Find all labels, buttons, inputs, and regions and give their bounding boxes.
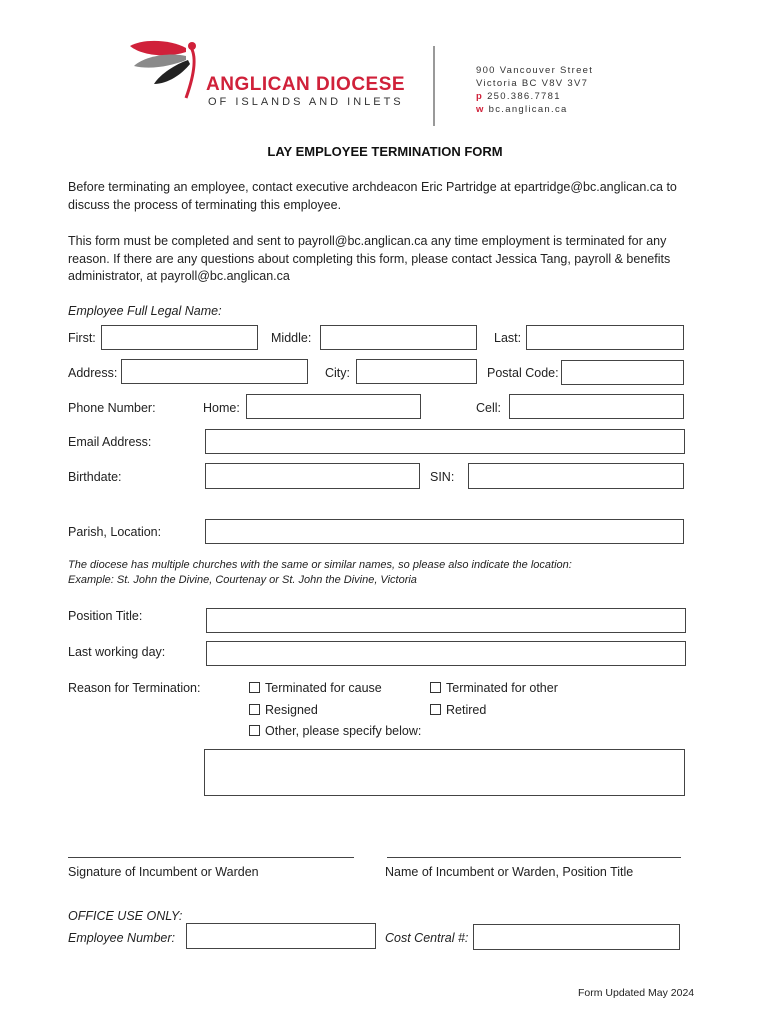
parish-note-1: The diocese has multiple churches with the same or similar names, so please also indicate the location:	[68, 559, 572, 571]
name-title-line	[387, 857, 681, 858]
birthdate-label: Birthdate:	[68, 470, 122, 484]
cost-central-label: Cost Central #:	[385, 931, 469, 945]
city-field[interactable]	[356, 359, 477, 384]
postal-code-field[interactable]	[561, 360, 684, 385]
reason-other-option[interactable]	[249, 724, 421, 739]
parish-label: Parish, Location:	[68, 525, 162, 539]
email-label: Email Address:	[68, 435, 152, 449]
reason-for-other-label: Terminated for other	[446, 681, 558, 695]
parish-location-field[interactable]	[205, 519, 684, 544]
checkbox-icon[interactable]	[430, 704, 441, 715]
logo-title: ANGLICAN DIOCESE	[206, 74, 406, 95]
reason-for-cause-label: Terminated for cause	[265, 681, 382, 695]
cell-phone-label: Cell:	[476, 401, 502, 415]
last-label: Last:	[494, 331, 522, 345]
address-field[interactable]	[121, 359, 308, 384]
last-name-field[interactable]	[526, 325, 684, 350]
web-address: bc.anglican.ca	[488, 104, 568, 115]
phone-number: 250.386.7781	[487, 91, 561, 102]
sin-label: SIN:	[430, 470, 455, 484]
last-working-day-label: Last working day:	[68, 645, 166, 659]
employee-number-field[interactable]	[186, 923, 376, 949]
form-updated-footer: Form Updated May 2024	[578, 987, 695, 999]
phone-prefix: p	[476, 91, 484, 102]
position-title-label: Position Title:	[68, 609, 143, 623]
intro-paragraph-1: Before terminating an employee, contact executive archdeacon Eric Partridge at epartridge@bc.anglican.ca to discuss the process of terminating this employee.	[68, 180, 677, 212]
checkbox-icon[interactable]	[430, 682, 441, 693]
checkbox-icon[interactable]	[249, 725, 260, 736]
address-line1: 900 Vancouver Street	[476, 65, 594, 76]
address-line2: Victoria BC V8V 3V7	[476, 78, 589, 89]
reason-retired-option[interactable]	[430, 703, 486, 718]
first-label: First:	[68, 331, 96, 345]
postal-code-label: Postal Code:	[487, 366, 559, 380]
reason-resigned-label: Resigned	[265, 703, 318, 717]
signature-line	[68, 857, 354, 858]
cell-phone-field[interactable]	[509, 394, 684, 419]
checkbox-icon[interactable]	[249, 704, 260, 715]
reason-retired-label: Retired	[446, 703, 487, 717]
last-working-day-field[interactable]	[206, 641, 686, 666]
birthdate-field[interactable]	[205, 463, 420, 489]
office-use-heading: OFFICE USE ONLY:	[68, 909, 183, 923]
position-title-field[interactable]	[206, 608, 686, 633]
reason-for-other-option[interactable]	[430, 681, 558, 696]
home-phone-label: Home:	[203, 401, 240, 415]
reason-for-cause-option[interactable]	[249, 681, 382, 696]
cost-central-field[interactable]	[473, 924, 680, 950]
name-heading: Employee Full Legal Name:	[68, 304, 222, 318]
signature-label: Signature of Incumbent or Warden	[68, 865, 259, 879]
phone-line	[476, 91, 561, 102]
first-name-field[interactable]	[101, 325, 258, 350]
web-prefix: w	[476, 104, 485, 115]
other-reason-textarea[interactable]	[204, 749, 685, 796]
middle-name-field[interactable]	[320, 325, 477, 350]
city-label: City:	[325, 366, 350, 380]
sin-field[interactable]	[468, 463, 684, 489]
reason-other-label: Other, please specify below:	[265, 724, 422, 738]
intro-paragraph-2: This form must be completed and sent to payroll@bc.anglican.ca any time employment is terminated for any reason. If there are any questions about completing this form, please contact Jessica Tang, payroll & benefits administrator, at payroll@bc.anglican.ca	[68, 234, 671, 283]
phone-number-label: Phone Number:	[68, 401, 156, 415]
home-phone-field[interactable]	[246, 394, 421, 419]
email-field[interactable]	[205, 429, 685, 454]
checkbox-icon[interactable]	[249, 682, 260, 693]
parish-note-2: Example: St. John the Divine, Courtenay or St. John the Divine, Victoria	[68, 574, 417, 586]
form-title: LAY EMPLOYEE TERMINATION FORM	[267, 144, 503, 159]
name-title-label: Name of Incumbent or Warden, Position Title	[385, 865, 634, 879]
address-label: Address:	[68, 366, 118, 380]
logo-subtitle: OF ISLANDS AND INLETS	[208, 96, 404, 108]
reason-resigned-option[interactable]	[249, 703, 318, 718]
header-divider	[433, 46, 435, 126]
middle-label: Middle:	[271, 331, 312, 345]
web-line	[476, 104, 568, 115]
employee-number-label: Employee Number:	[68, 931, 175, 945]
reason-label: Reason for Termination:	[68, 681, 201, 695]
dragonfly-logo-icon	[124, 40, 214, 102]
